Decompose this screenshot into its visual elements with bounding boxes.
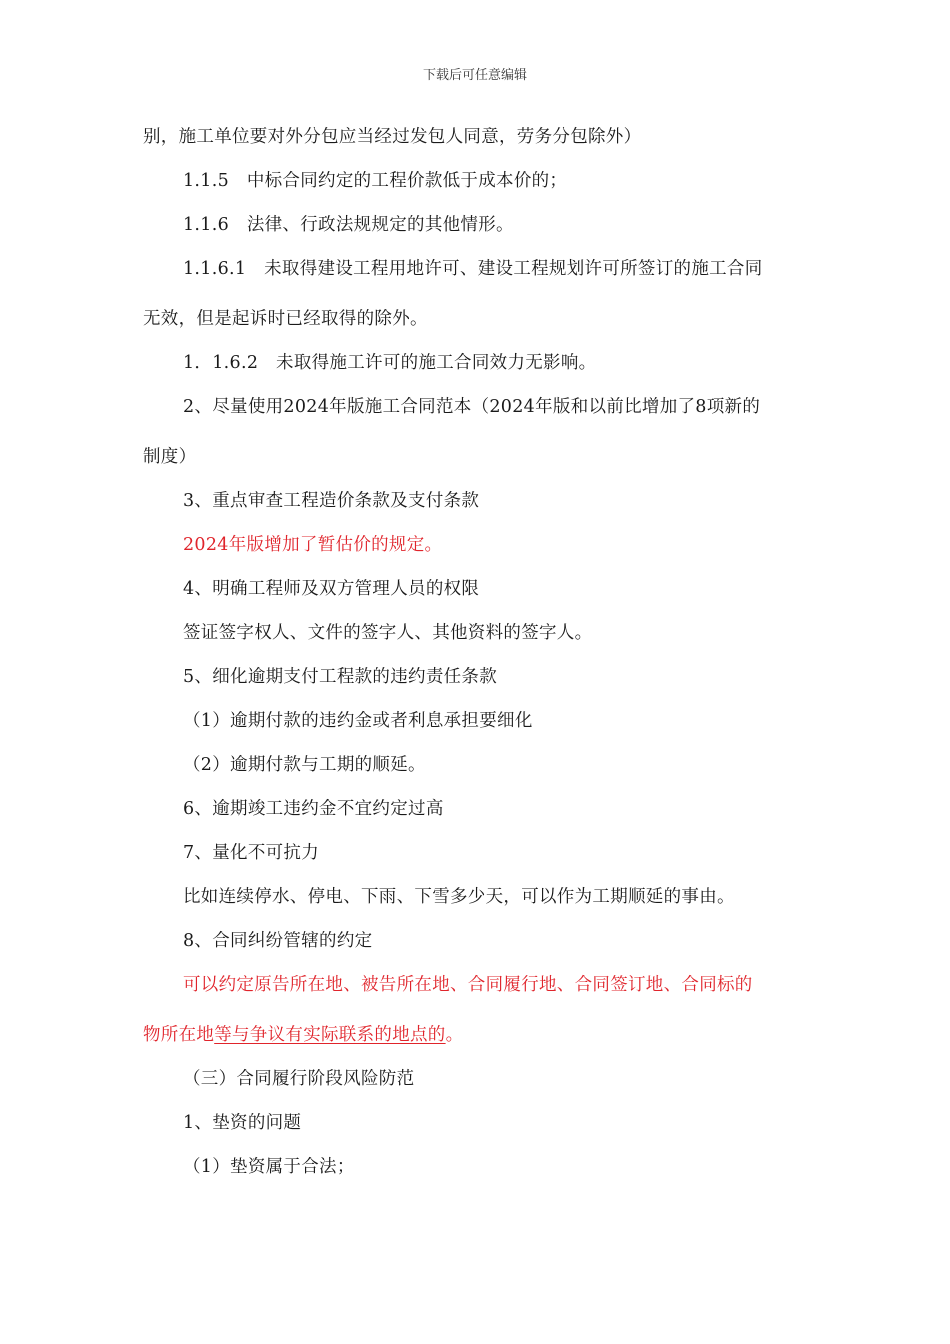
- highlight-text: 。: [445, 1025, 464, 1045]
- paragraph-line: 3、重点审查工程造价条款及支付条款: [183, 491, 480, 511]
- paragraph-line: 1.1.6 法律、行政法规规定的其他情形。: [183, 215, 514, 235]
- paragraph-line: （2）逾期付款与工期的顺延。: [183, 755, 426, 775]
- paragraph-line: 5、细化逾期支付工程款的违约责任条款: [183, 667, 498, 687]
- paragraph-line: 1、垫资的问题: [183, 1113, 302, 1133]
- paragraph-line: 签证签字权人、文件的签字人、其他资料的签字人。: [183, 623, 593, 643]
- page-header: 下载后可任意编辑: [422, 68, 527, 83]
- paragraph-line: 1．1.6.2 未取得施工许可的施工合同效力无影响。: [183, 353, 597, 373]
- highlight-text: 物所在地: [143, 1025, 215, 1045]
- highlighted-line: 可以约定原告所在地、被告所在地、合同履行地、合同签订地、合同标的: [183, 975, 753, 995]
- section-heading: （三）合同履行阶段风险防范: [183, 1069, 415, 1089]
- underlined-highlight-text: 等与争议有实际联系的地点的: [214, 1025, 446, 1045]
- paragraph-line: 7、量化不可抗力: [183, 843, 320, 863]
- paragraph-line: 比如连续停水、停电、下雨、下雪多少天，可以作为工期顺延的事由。: [183, 887, 735, 907]
- paragraph-line: 无效，但是起诉时已经取得的除外。: [143, 309, 428, 329]
- paragraph-line: 1.1.6.1 未取得建设工程用地许可、建设工程规划许可所签订的施工合同: [183, 259, 763, 279]
- paragraph-line: 8、合同纠纷管辖的约定: [183, 931, 373, 951]
- paragraph-line: 1.1.5 中标合同约定的工程价款低于成本价的；: [183, 171, 568, 191]
- paragraph-line: 6、逾期竣工违约金不宜约定过高: [183, 799, 444, 819]
- paragraph-line: 4、明确工程师及双方管理人员的权限: [183, 579, 480, 599]
- paragraph-line: （1）垫资属于合法；: [183, 1157, 355, 1177]
- paragraph-line: 制度）: [143, 447, 197, 467]
- paragraph-line: （1）逾期付款的违约金或者利息承担要细化: [183, 711, 533, 731]
- highlighted-line: 2024年版增加了暂估价的规定。: [183, 535, 443, 555]
- highlighted-mixed-line: [143, 1023, 463, 1047]
- paragraph-line: 别，施工单位要对外分包应当经过发包人同意，劳务分包除外）: [143, 127, 642, 147]
- paragraph-line: 2、尽量使用2024年版施工合同范本（2024年版和以前比增加了8项新的: [183, 397, 761, 417]
